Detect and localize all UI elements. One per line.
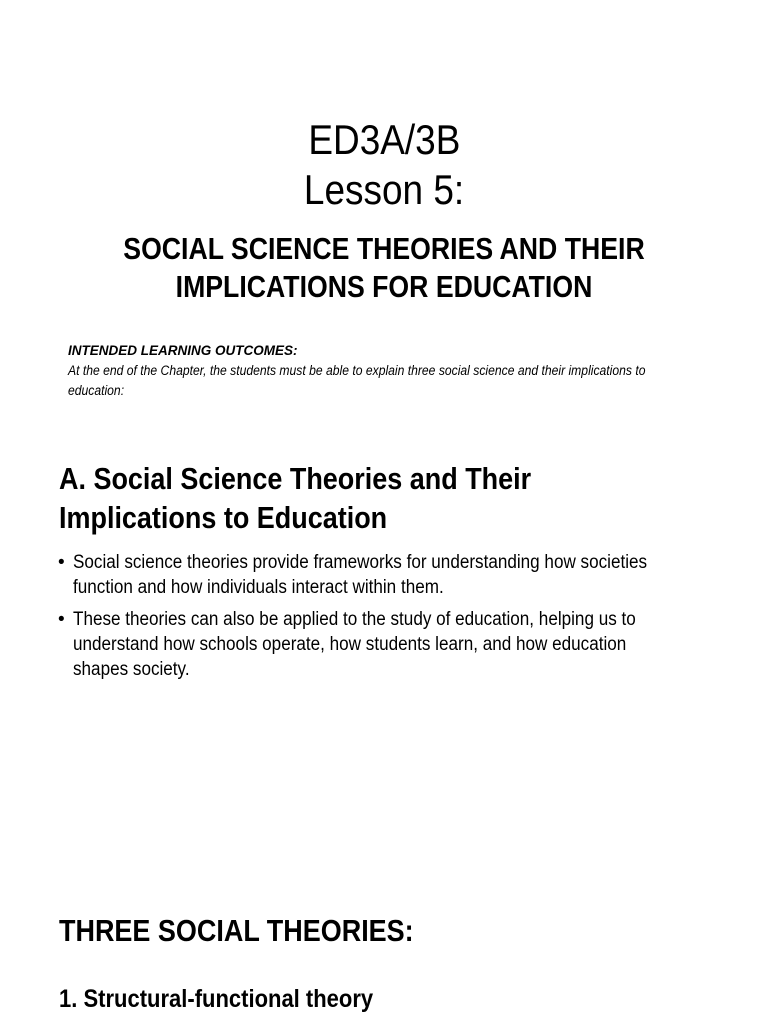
section-a-heading [59,459,602,537]
theory-item-structural-functional [59,983,416,1015]
lesson-subject-line-1: SOCIAL SCIENCE THEORIES AND THEIR [123,231,645,266]
ilo-text-line-1: At the end of the Chapter, the students must be able to explain three social science and their implications to [68,363,646,378]
course-code [0,116,768,164]
bullet-1-line-1: Social science theories provide frameworks for understanding how societies [73,552,648,573]
lesson-subject-line-2: IMPLICATIONS FOR EDUCATION [175,269,593,304]
lesson-title [0,166,768,214]
intended-learning-outcomes [68,341,708,401]
lesson-title-text: Lesson 5: [303,166,465,213]
bullet-2-line-1: These theories can also be applied to the study of education, helping us to [73,609,636,630]
course-code-text: ED3A/3B [307,116,461,163]
bullet-item [58,550,718,600]
bullet-1-line-2: function and how individuals interact within them. [73,577,444,598]
bullet-icon: • [58,609,65,630]
section-a-bullet-list [58,550,718,689]
bullet-2-line-2: understand how schools operate, how students learn, and how education [73,634,627,655]
bullet-icon: • [58,552,65,573]
ilo-text [68,361,708,401]
three-theories-heading [59,912,467,950]
section-a-heading-line-2: Implications to Education [59,500,388,535]
bullet-item [58,607,718,682]
theory-item-text: 1. Structural-functional theory [59,985,374,1013]
lesson-subject [0,230,768,306]
three-theories-heading-text: THREE SOCIAL THEORIES: [59,913,414,948]
bullet-2-line-3: shapes society. [73,659,190,680]
ilo-heading: INTENDED LEARNING OUTCOMES: [68,343,298,358]
ilo-text-line-2: education: [68,383,125,398]
section-a-heading-line-1: A. Social Science Theories and Their [59,461,532,496]
